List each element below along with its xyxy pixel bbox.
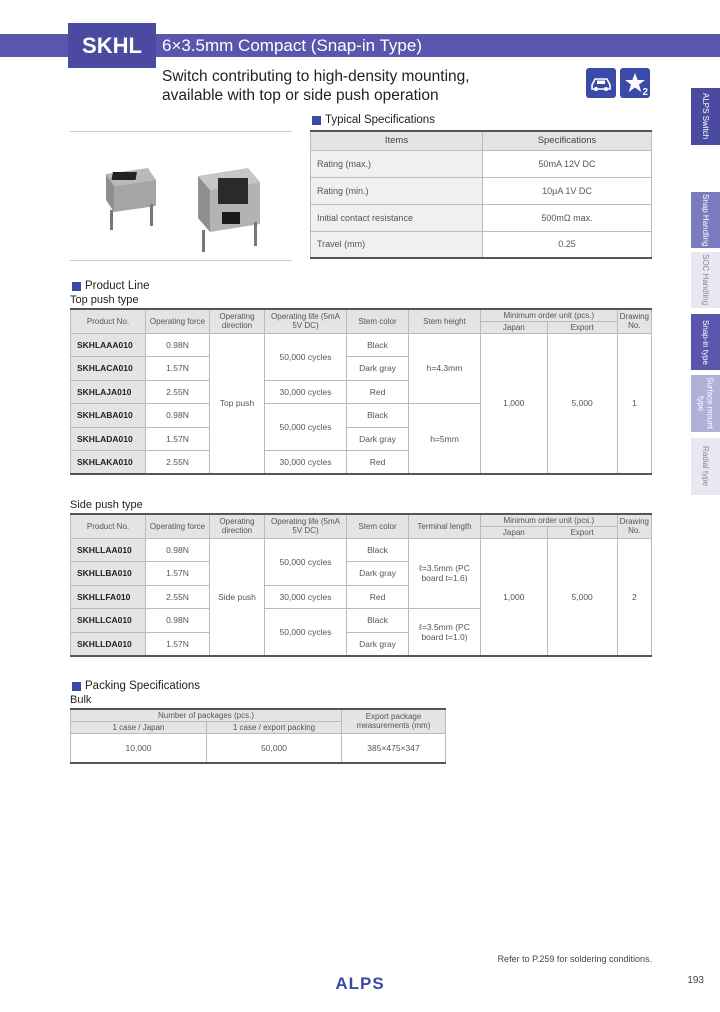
tagline-line-1: Switch contributing to high-density mounting, <box>162 68 470 85</box>
col-specs: Specifications <box>483 131 652 150</box>
table-row: SKHLLCA010 0.98N 50,000 cycles Black ℓ=3.5mm (PC board t=1.0) <box>71 609 652 633</box>
top-push-title: Top push type <box>70 294 139 306</box>
table-row: SKHLLFA010 2.55N 30,000 cycles Red <box>71 585 652 609</box>
typical-specs-table <box>310 130 652 259</box>
page-number: 193 <box>687 975 704 986</box>
table-row: SKHLABA010 0.98N 50,000 cycles Black h=5mm <box>71 404 652 428</box>
series-code: SKHL <box>68 23 156 68</box>
side-tab-3[interactable]: SOC Handling <box>691 252 720 308</box>
col-items: Items <box>311 131 483 150</box>
table-row: SKHLACA010 1.57N Dark gray <box>71 357 652 381</box>
side-tab-5[interactable]: Surface mount type <box>691 375 720 432</box>
bullet-square-icon <box>312 116 321 125</box>
badge-number: 2 <box>642 87 648 98</box>
packing-heading: Packing Specifications <box>72 680 200 693</box>
page-title: 6×3.5mm Compact (Snap-in Type) <box>162 36 422 55</box>
side-tab-2[interactable]: Snap Handling <box>691 192 720 248</box>
tagline-line-2: available with top or side push operation <box>162 87 439 104</box>
alps-logo: ALPS <box>335 974 385 993</box>
soldering-note: Refer to P.259 for soldering conditions. <box>497 954 652 964</box>
packing-table: Number of packages (pcs.) Export package measurements (mm) 1 case / Japan 1 case / export packing 10,000 50,000 385×475×347 <box>70 708 446 764</box>
table-row: SKHLAAA010 0.98N Top push 50,000 cycles Black h=4.3mm 1,000 5,000 1 <box>71 333 652 357</box>
bullet-square-icon <box>72 682 81 691</box>
side-push-title: Side push type <box>70 499 143 511</box>
table-row: Travel (mm) 0.25 <box>311 231 652 258</box>
table-row: 10,000 50,000 385×475×347 <box>71 733 446 763</box>
side-push-table: Product No. Operating force Operating direction Operating life (5mA 5V DC) Stem color Terminal length Minimum order unit (pcs.) Drawing No. Japan Export SKHLLAA010 0.98N Side push 50,000 cycles Black ℓ=3.5mm (PC board t=1.6) 1,000 5,000 2 SKHLLBA010 1.57N Dark gray SKHLLFA010 2.55N 30,000 cycles Red SKHLLCA010 0.98N 50,000 cycles Black ℓ=3.5mm (PC board t=1.0) SKHLLDA010 1.57N Dark gray <box>70 513 652 657</box>
product-photo <box>70 131 292 261</box>
side-tab-4[interactable]: Snap-in type <box>691 314 720 370</box>
table-row: SKHLLBA010 1.57N Dark gray <box>71 562 652 586</box>
packing-sub: Bulk <box>70 694 92 706</box>
bullet-square-icon <box>72 282 81 291</box>
top-push-table: Product No. Operating force Operating direction Operating life (5mA 5V DC) Stem color Stem height Minimum order unit (pcs.) Drawing No. Japan Export SKHLAAA010 0.98N Top push 50,000 cycles Black h=4.3mm 1,000 5,000 1 SKHLACA010 1.57N Dark gray SKHLAJA010 2.55N 30,000 cycles Red SKHLABA010 0.98N 50,000 cycles Black h=5mm SKHLADA010 1.57N Dark gray SKHLAKA010 2.55N 30,000 cycles Red <box>70 308 652 475</box>
table-row: Initial contact resistance 500mΩ max. <box>311 204 652 231</box>
side-tab-1[interactable]: ALPS Switch <box>691 88 720 145</box>
table-row: SKHLADA010 1.57N Dark gray <box>71 427 652 451</box>
table-row: SKHLAKA010 2.55N 30,000 cycles Red <box>71 451 652 475</box>
table-row: SKHLLDA010 1.57N Dark gray <box>71 632 652 656</box>
table-row: SKHLLAA010 0.98N Side push 50,000 cycles Black ℓ=3.5mm (PC board t=1.6) 1,000 5,000 2 <box>71 538 652 562</box>
product-line-heading: Product Line <box>72 280 150 293</box>
tagline <box>162 67 470 105</box>
typical-specs-heading: Typical Specifications <box>312 114 435 127</box>
feature-badges <box>586 68 650 98</box>
table-row: SKHLAJA010 2.55N 30,000 cycles Red <box>71 380 652 404</box>
table-row: Rating (max.) 50mA 12V DC <box>311 150 652 177</box>
side-tab-6[interactable]: Radial type <box>691 438 720 495</box>
car-icon <box>586 68 616 98</box>
star-icon <box>620 68 650 98</box>
table-row: Rating (min.) 10μA 1V DC <box>311 177 652 204</box>
